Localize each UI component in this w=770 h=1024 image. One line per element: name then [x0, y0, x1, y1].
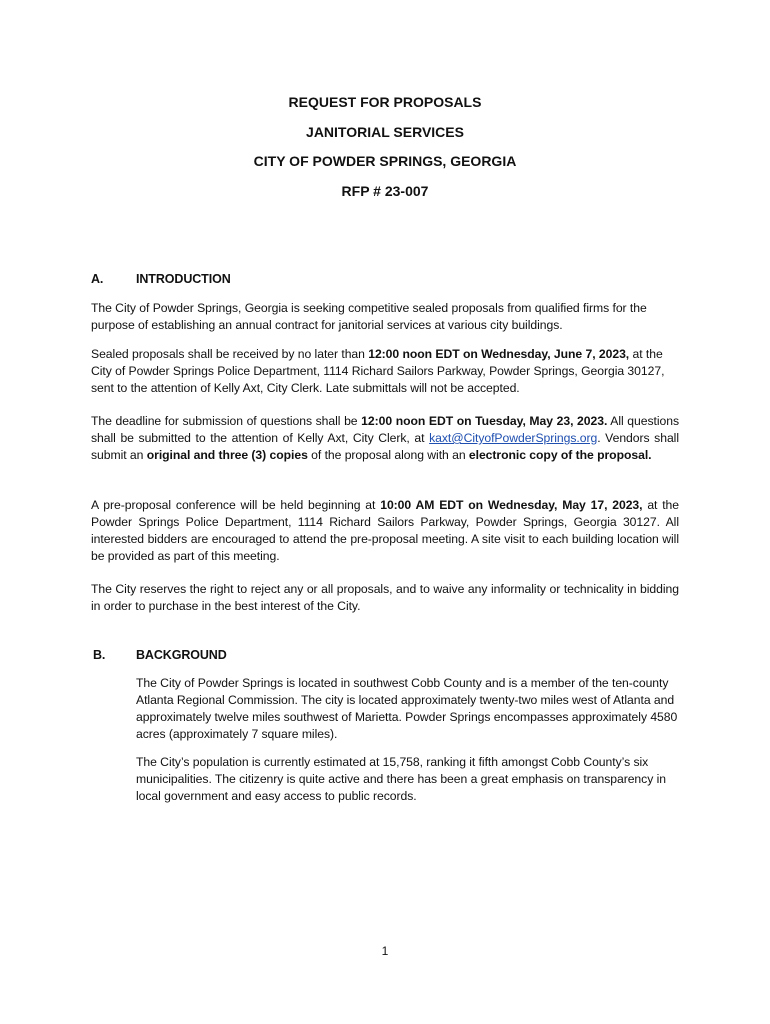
intro-p4-text-after: at the Powder Springs Police Department, 1114 Richard Sailors Parkway, Powder Springs, Georgia 30127. All interested bidders are encouraged to attend the pre-proposal meeting. A site visit to each building location will be provided as part of this meeting.: [91, 498, 680, 563]
questions-deadline: 12:00 noon EDT on Tuesday, May 23, 2023.: [361, 414, 608, 428]
section-a-heading: [91, 272, 691, 290]
background-paragraph-2-text: The City’s population is currently estimated at 15,758, ranking it fifth amongst Cobb County’s six municipalities. The citizenry is quite active and there has been a great emphasis on transparency in local government and easy access to public records.: [136, 755, 666, 803]
intro-p2-text-before: Sealed proposals shall be received by no later than: [91, 347, 369, 361]
intro-p4-text-before: A pre-proposal conference will be held beginning at: [91, 498, 381, 512]
intro-paragraph-1: [91, 300, 681, 334]
copies-requirement: original and three (3) copies: [146, 448, 308, 462]
document-title-block: [0, 92, 770, 210]
electronic-copy-requirement: electronic copy of the proposal.: [468, 448, 652, 462]
intro-p3-text-mid2: . Vendors shall submit an: [91, 431, 679, 462]
clerk-email-link[interactable]: kaxt@CityofPowderSprings.org: [429, 431, 598, 445]
background-paragraph-2: [136, 754, 680, 805]
background-paragraph-1: [136, 675, 680, 743]
proposal-due-date: 12:00 noon EDT on Wednesday, June 7, 2023,: [368, 347, 630, 361]
intro-p3-text-mid3: of the proposal along with an: [307, 448, 469, 462]
title-line-service: JANITORIAL SERVICES: [306, 123, 464, 140]
intro-p3-text-mid1: All questions shall be submitted to the attention of Kelly Axt, City Clerk, at: [91, 414, 679, 445]
intro-p2-text-after: at the City of Powder Springs Police Department, 1114 Richard Sailors Parkway, Powder Springs, Georgia 30127, sent to the attention of Kelly Axt, City Clerk. Late submittals will not be accepted.: [91, 347, 665, 395]
intro-paragraph-5-text: The City reserves the right to reject any or all proposals, and to waive any informality or technicality in bidding in order to purchase in the best interest of the City.: [91, 582, 679, 613]
intro-paragraph-3: [91, 413, 679, 464]
section-a-letter: A.: [91, 272, 104, 286]
intro-paragraph-1-text: The City of Powder Springs, Georgia is seeking competitive sealed proposals from qualified firms for the purpose of establishing an annual contract for janitorial services at various city buildings.: [91, 301, 647, 332]
section-b-heading: [93, 648, 693, 666]
section-b-title: BACKGROUND: [136, 648, 227, 662]
title-line-rfp-number: RFP # 23-007: [341, 182, 429, 199]
intro-paragraph-2: [91, 346, 681, 397]
intro-p3-text-before: The deadline for submission of questions shall be: [91, 414, 362, 428]
intro-paragraph-4: [91, 497, 679, 565]
preproposal-conference-date: 10:00 AM EDT on Wednesday, May 17, 2023,: [380, 498, 643, 512]
intro-paragraph-5: [91, 581, 679, 615]
background-paragraph-1-text: The City of Powder Springs is located in southwest Cobb County and is a member of the ten-county Atlanta Regional Commission. The city is located approximately twenty-two miles west of Atlanta and approximately twelve miles southwest of Marietta. Powder Springs encompasses approximately 4580 acres (approximately 7 square miles).: [136, 676, 678, 741]
page-number: 1: [381, 944, 389, 958]
section-a-title: INTRODUCTION: [136, 272, 231, 286]
title-line-rfp: REQUEST FOR PROPOSALS: [288, 94, 482, 110]
title-line-city: CITY OF POWDER SPRINGS, GEORGIA: [253, 153, 517, 169]
section-b-letter: B.: [93, 648, 106, 662]
